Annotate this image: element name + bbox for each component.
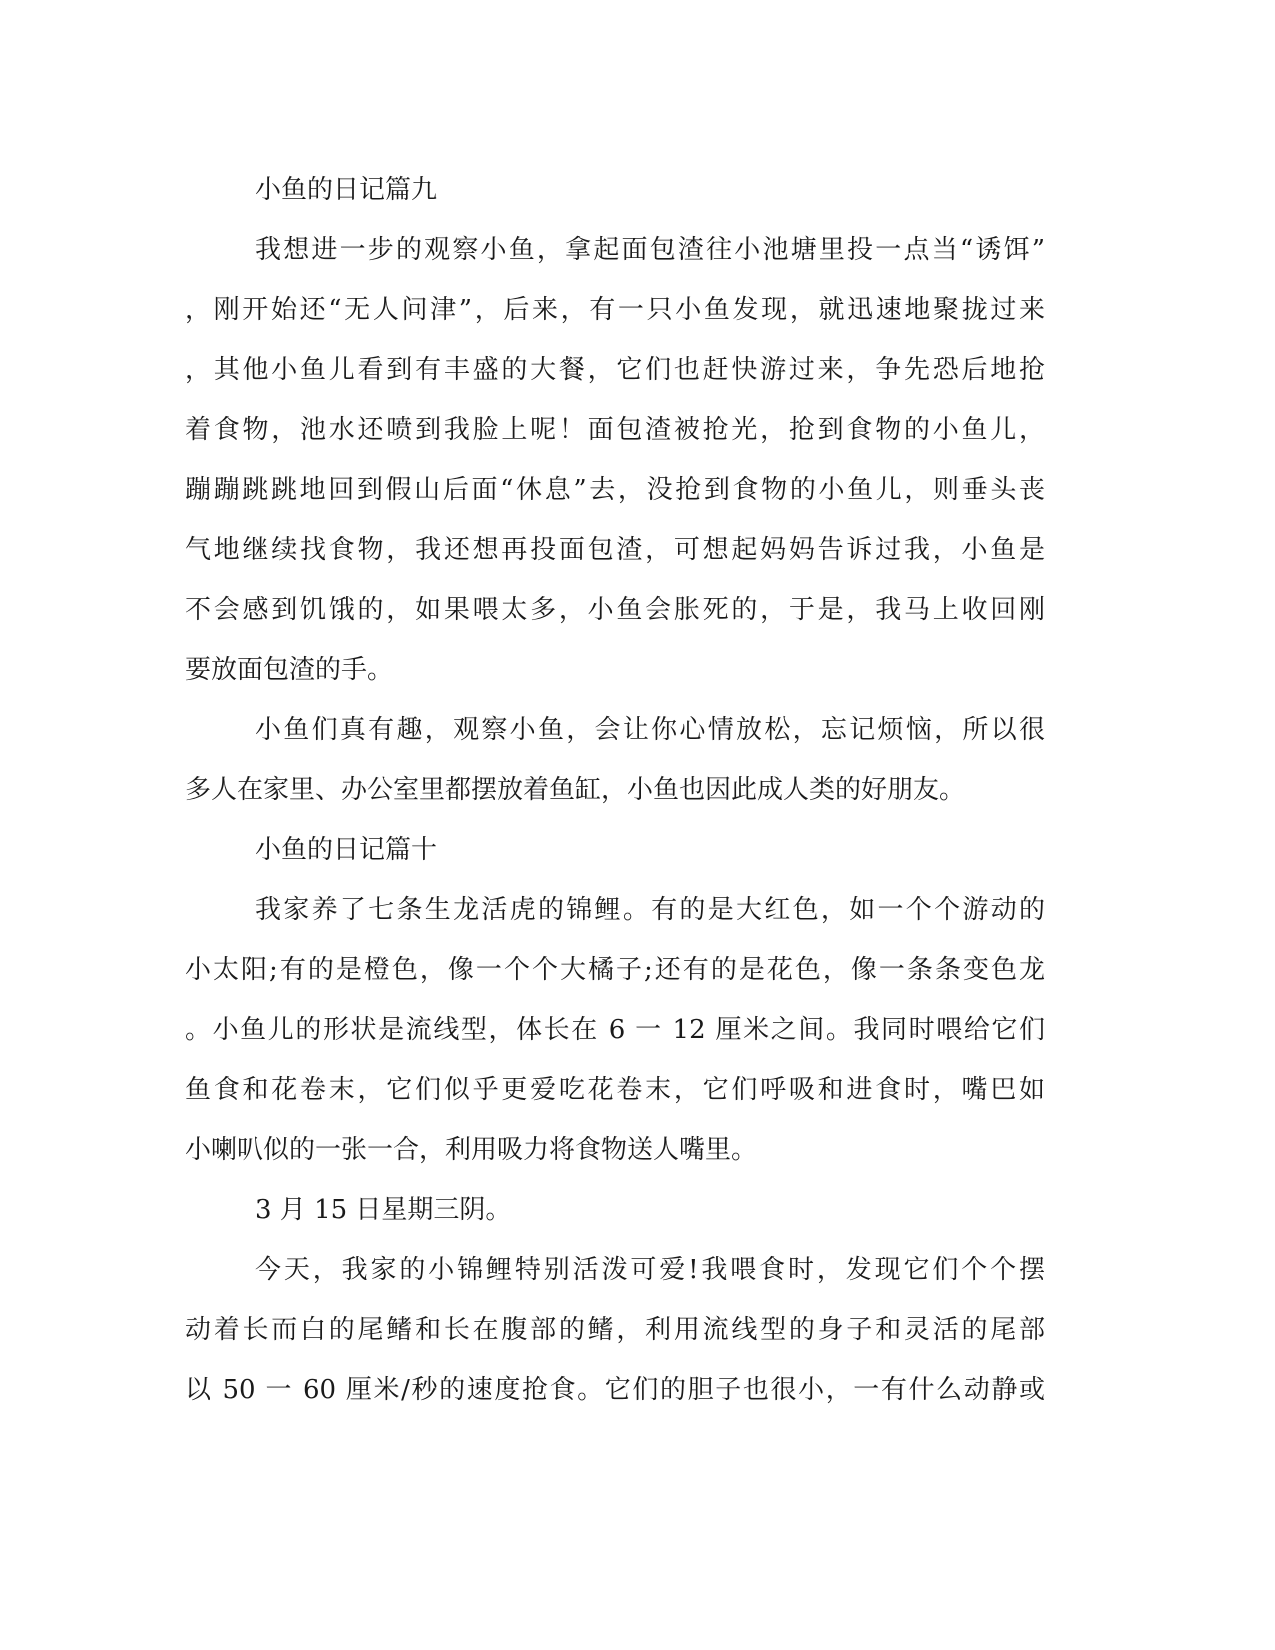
paragraph-line: 小喇叭似的一张一合，利用吸力将食物送人嘴里。 (185, 1135, 758, 1165)
paragraph-line: 气地继续找食物，我还想再投面包渣，可想起妈妈告诉过我，小鱼是 (185, 535, 1045, 565)
paragraph-line: 我家养了七条生龙活虎的锦鲤。有的是大红色，如一个个游动的 (255, 895, 1045, 925)
paragraph-line: 多人在家里、办公室里都摆放着鱼缸，小鱼也因此成人类的好朋友。 (185, 775, 966, 805)
document-body (185, 160, 1045, 1420)
section-heading: 小鱼的日记篇九 (255, 175, 438, 205)
paragraph-line: 鱼食和花卷末，它们似乎更爱吃花卷末，它们呼吸和进食时，嘴巴如 (185, 1075, 1045, 1105)
paragraph-line: 要放面包渣的手。 (185, 655, 394, 685)
paragraph-line: 。小鱼儿的形状是流线型，体长在 6 一 12 厘米之间。我同时喂给它们 (185, 1015, 1045, 1045)
paragraph-line: ，其他小鱼儿看到有丰盛的大餐，它们也赶快游过来，争先恐后地抢 (185, 355, 1045, 385)
paragraph-line: 动着长而白的尾鳍和长在腹部的鳍，利用流线型的身子和灵活的尾部 (185, 1315, 1045, 1345)
paragraph-line: 今天，我家的小锦鲤特别活泼可爱!我喂食时，发现它们个个摆 (255, 1255, 1045, 1285)
paragraph-line: 蹦蹦跳跳地回到假山后面“休息”去，没抢到食物的小鱼儿，则垂头丧 (185, 475, 1045, 505)
paragraph-line: 我想进一步的观察小鱼，拿起面包渣往小池塘里投一点当“诱饵” (255, 235, 1045, 265)
section-heading: 小鱼的日记篇十 (255, 835, 438, 865)
paragraph-line: 不会感到饥饿的，如果喂太多，小鱼会胀死的，于是，我马上收回刚 (185, 595, 1045, 625)
paragraph-line: 以 50 一 60 厘米/秒的速度抢食。它们的胆子也很小，一有什么动静或 (185, 1375, 1045, 1405)
paragraph-line: 小太阳;有的是橙色，像一个个大橘子;还有的是花色，像一条条变色龙 (185, 955, 1045, 985)
paragraph-line: 小鱼们真有趣，观察小鱼，会让你心情放松，忘记烦恼，所以很 (255, 715, 1045, 745)
paragraph-line: ，刚开始还“无人问津”，后来，有一只小鱼发现，就迅速地聚拢过来 (185, 295, 1045, 325)
date-line: 3 月 15 日星期三阴。 (255, 1195, 512, 1225)
paragraph-line: 着食物，池水还喷到我脸上呢！面包渣被抢光，抢到食物的小鱼儿， (185, 415, 1045, 445)
